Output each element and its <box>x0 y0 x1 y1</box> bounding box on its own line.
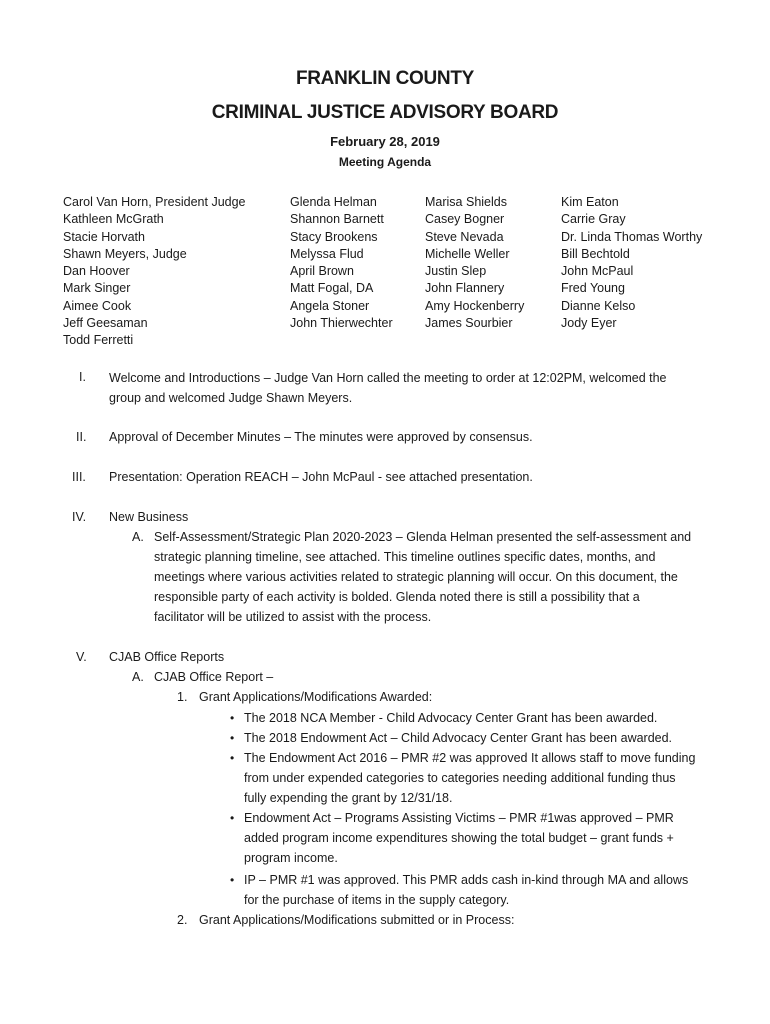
text-line: added program income expenditures showing the total budget – grant funds + <box>244 831 674 845</box>
text-line: The Endowment Act 2016 – PMR #2 was approved It allows staff to move funding <box>244 751 696 765</box>
bullet-item <box>244 748 695 808</box>
section-number: V. <box>76 650 87 664</box>
attendee-name: Shawn Meyers, Judge <box>63 246 187 261</box>
attendee-name: Angela Stoner <box>290 298 370 313</box>
text-line: Welcome and Introductions – Judge Van Horn called the meeting to order at 12:02PM, welcomed the <box>109 371 667 385</box>
bullet-icon: • <box>230 731 235 745</box>
attendee-name: John Thierwechter <box>290 316 393 331</box>
bullet-item <box>244 728 672 748</box>
attendee-name: Melyssa Flud <box>290 246 364 261</box>
attendee-name: Matt Fogal, DA <box>290 281 374 296</box>
meeting-date: February 28, 2019 <box>330 134 440 149</box>
attendee-name: April Brown <box>290 264 354 279</box>
board-name: CRIMINAL JUSTICE ADVISORY BOARD <box>211 102 559 123</box>
attendee-name: Steve Nevada <box>425 229 504 244</box>
attendee-name: Amy Hockenberry <box>425 298 525 313</box>
text-line: IP – PMR #1 was approved. This PMR adds cash in-kind through MA and allows <box>244 873 689 887</box>
attendee-column-1 <box>63 194 246 350</box>
item-label: 1. <box>177 690 188 704</box>
text-line: group and welcomed Judge Shawn Meyers. <box>109 391 353 405</box>
attendee-name: Glenda Helman <box>290 195 377 209</box>
attendee-name: Shannon Barnett <box>290 212 384 227</box>
attendee-name: John McPaul <box>561 264 634 279</box>
attendee-column-4 <box>561 194 702 332</box>
section-number: I. <box>79 370 86 384</box>
item-title: Grant Applications/Modifications Awarded: <box>199 690 433 704</box>
attendee-name: Michelle Weller <box>425 246 510 261</box>
section-presentation-text: Presentation: Operation REACH – John McPaul - see attached presentation. <box>109 470 533 484</box>
attendee-name: Carrie Gray <box>561 212 626 227</box>
text-line: The 2018 NCA Member - Child Advocacy Center Grant has been awarded. <box>244 711 658 725</box>
section-number: IV. <box>72 510 87 524</box>
bullet-item <box>244 708 657 728</box>
attendee-name: Jody Eyer <box>561 316 617 331</box>
attendee-name: John Flannery <box>425 281 505 296</box>
attendee-column-3 <box>425 194 524 332</box>
attendee-name: Jeff Geesaman <box>63 316 148 331</box>
text-line: facilitator will be utilized to assist with the process. <box>154 610 432 624</box>
text-line: fully expending the grant by 12/31/18. <box>244 791 453 805</box>
attendee-name: Carol Van Horn, President Judge <box>63 195 246 209</box>
text-line: Endowment Act – Programs Assisting Victims – PMR #1was approved – PMR <box>244 811 674 825</box>
attendee-name: Stacie Horvath <box>63 229 145 244</box>
section-welcome-text <box>109 368 667 408</box>
text-line: for the purchase of items in the supply category. <box>244 893 510 907</box>
attendee-name: Mark Singer <box>63 281 131 296</box>
attendee-name: Dr. Linda Thomas Worthy <box>561 229 703 244</box>
attendee-column-2 <box>290 194 393 332</box>
attendee-name: Kathleen McGrath <box>63 212 164 227</box>
text-line: from under expended categories to categories needing additional funding thus <box>244 771 676 785</box>
attendee-name: Todd Ferretti <box>63 333 134 348</box>
section-title: CJAB Office Reports <box>109 650 225 664</box>
section-title: New Business <box>109 510 189 524</box>
text-line: program income. <box>244 851 338 865</box>
text-line: Self-Assessment/Strategic Plan 2020-2023 – Glenda Helman presented the self-assessment and <box>154 530 692 544</box>
subsection-title: CJAB Office Report – <box>154 670 274 684</box>
section-number: III. <box>72 470 86 484</box>
org-name: FRANKLIN COUNTY <box>295 68 475 89</box>
attendee-name: Casey Bogner <box>425 212 505 227</box>
attendee-name: Bill Bechtold <box>561 246 630 261</box>
bullet-item <box>244 870 688 910</box>
bullet-icon: • <box>230 751 235 765</box>
bullet-icon: • <box>230 711 235 725</box>
attendee-name: Aimee Cook <box>63 298 132 313</box>
section-number: II. <box>76 430 87 444</box>
bullet-icon: • <box>230 811 235 825</box>
subsection-label: A. <box>132 670 144 684</box>
attendee-name: James Sourbier <box>425 316 513 331</box>
strategic-plan-text <box>154 527 691 627</box>
text-line: strategic planning timeline, see attached. This timeline outlines specific dates, months, and <box>154 550 656 564</box>
bullet-icon: • <box>230 873 235 887</box>
attendee-name: Marisa Shields <box>425 195 507 209</box>
attendee-name: Fred Young <box>561 281 625 296</box>
text-line: responsible party of each activity is bolded. Glenda noted there is still a possibility that a <box>154 590 640 604</box>
text-line: The 2018 Endowment Act – Child Advocacy Center Grant has been awarded. <box>244 731 673 745</box>
item-label: 2. <box>177 913 188 927</box>
item-title: Grant Applications/Modifications submitted or in Process: <box>199 913 515 927</box>
attendee-name: Dan Hoover <box>63 264 130 279</box>
bullet-item <box>244 808 674 868</box>
attendee-name: Justin Slep <box>425 264 487 279</box>
section-minutes-text: Approval of December Minutes – The minutes were approved by consensus. <box>109 430 533 444</box>
attendee-name: Stacy Brookens <box>290 229 378 244</box>
document-subtitle: Meeting Agenda <box>338 155 432 169</box>
attendee-name: Dianne Kelso <box>561 298 636 313</box>
attendee-name: Kim Eaton <box>561 195 619 209</box>
text-line: meetings where various activities related to strategic planning will occur. On this document, the <box>154 570 678 584</box>
subsection-label: A. <box>132 530 144 544</box>
